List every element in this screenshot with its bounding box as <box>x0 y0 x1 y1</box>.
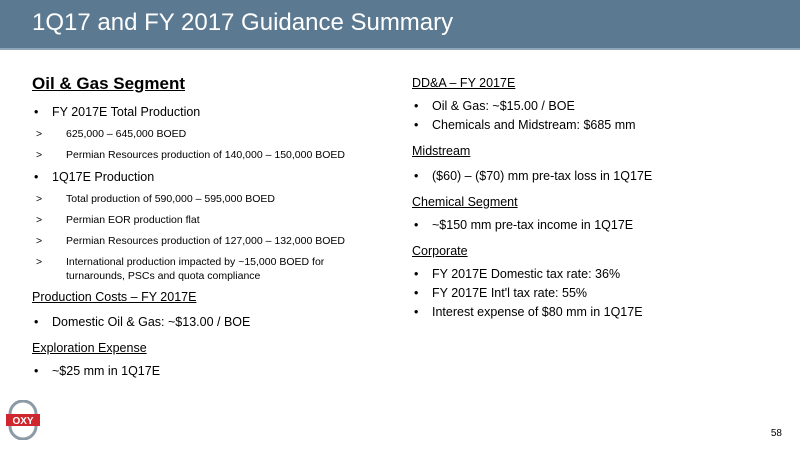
corporate-title: Corporate <box>412 244 468 258</box>
slide-title: 1Q17 and FY 2017 Guidance Summary <box>32 9 454 36</box>
fy-production-subitems <box>32 127 402 162</box>
q1-production-subitem: > Total production of 590,000 – 595,000 BOED <box>32 192 402 206</box>
chemical-list <box>412 217 782 234</box>
title-bar <box>0 0 800 50</box>
fy-production-bullet: • FY 2017E Total Production <box>32 104 402 121</box>
chemical-title: Chemical Segment <box>412 195 518 209</box>
exploration-list <box>32 363 402 380</box>
midstream-title: Midstream <box>412 144 471 158</box>
left-column <box>32 70 402 380</box>
logo-text: OXY <box>12 416 34 427</box>
right-column <box>412 70 782 321</box>
corporate-list <box>412 266 782 321</box>
q1-production-subitem: > Permian Resources production of 127,000 – 132,000 BOED <box>32 234 402 248</box>
fy-production-subitem: > Permian Resources production of 140,000 – 150,000 BOED <box>32 148 402 162</box>
oxy-logo <box>4 400 42 440</box>
corporate-item: • Interest expense of $80 mm in 1Q17E <box>412 304 782 321</box>
dda-item: • Oil & Gas: ~$15.00 / BOE <box>412 98 782 115</box>
q1-production-bullet: • 1Q17E Production <box>32 169 402 186</box>
fy-production-subitem: > 625,000 – 645,000 BOED <box>32 127 402 141</box>
q1-production-subitem: > International production impacted by ~15,000 BOED for turnarounds, PSCs and quota compliance <box>32 255 366 283</box>
dda-title: DD&A – FY 2017E <box>412 76 516 90</box>
corporate-item: • FY 2017E Int'l tax rate: 55% <box>412 285 782 302</box>
midstream-list <box>412 168 782 185</box>
q1-production-subitem: > Permian EOR production flat <box>32 213 402 227</box>
production-costs-list <box>32 314 402 331</box>
dda-item: • Chemicals and Midstream: $685 mm <box>412 117 782 134</box>
exploration-title: Exploration Expense <box>32 341 147 355</box>
fy-production-list <box>32 104 402 121</box>
segment-title-oil-gas: Oil & Gas Segment <box>32 74 186 93</box>
corporate-item: • FY 2017E Domestic tax rate: 36% <box>412 266 782 283</box>
production-costs-item: • Domestic Oil & Gas: ~$13.00 / BOE <box>32 314 402 331</box>
page-number: 58 <box>770 428 782 439</box>
dda-list <box>412 98 782 134</box>
midstream-item: • ($60) – ($70) mm pre-tax loss in 1Q17E <box>412 168 782 185</box>
chemical-item: • ~$150 mm pre-tax income in 1Q17E <box>412 217 782 234</box>
production-costs-title: Production Costs – FY 2017E <box>32 290 197 304</box>
q1-production-subitems <box>32 192 402 283</box>
q1-production-list <box>32 169 402 186</box>
exploration-item: • ~$25 mm in 1Q17E <box>32 363 402 380</box>
title-rule <box>0 48 800 50</box>
